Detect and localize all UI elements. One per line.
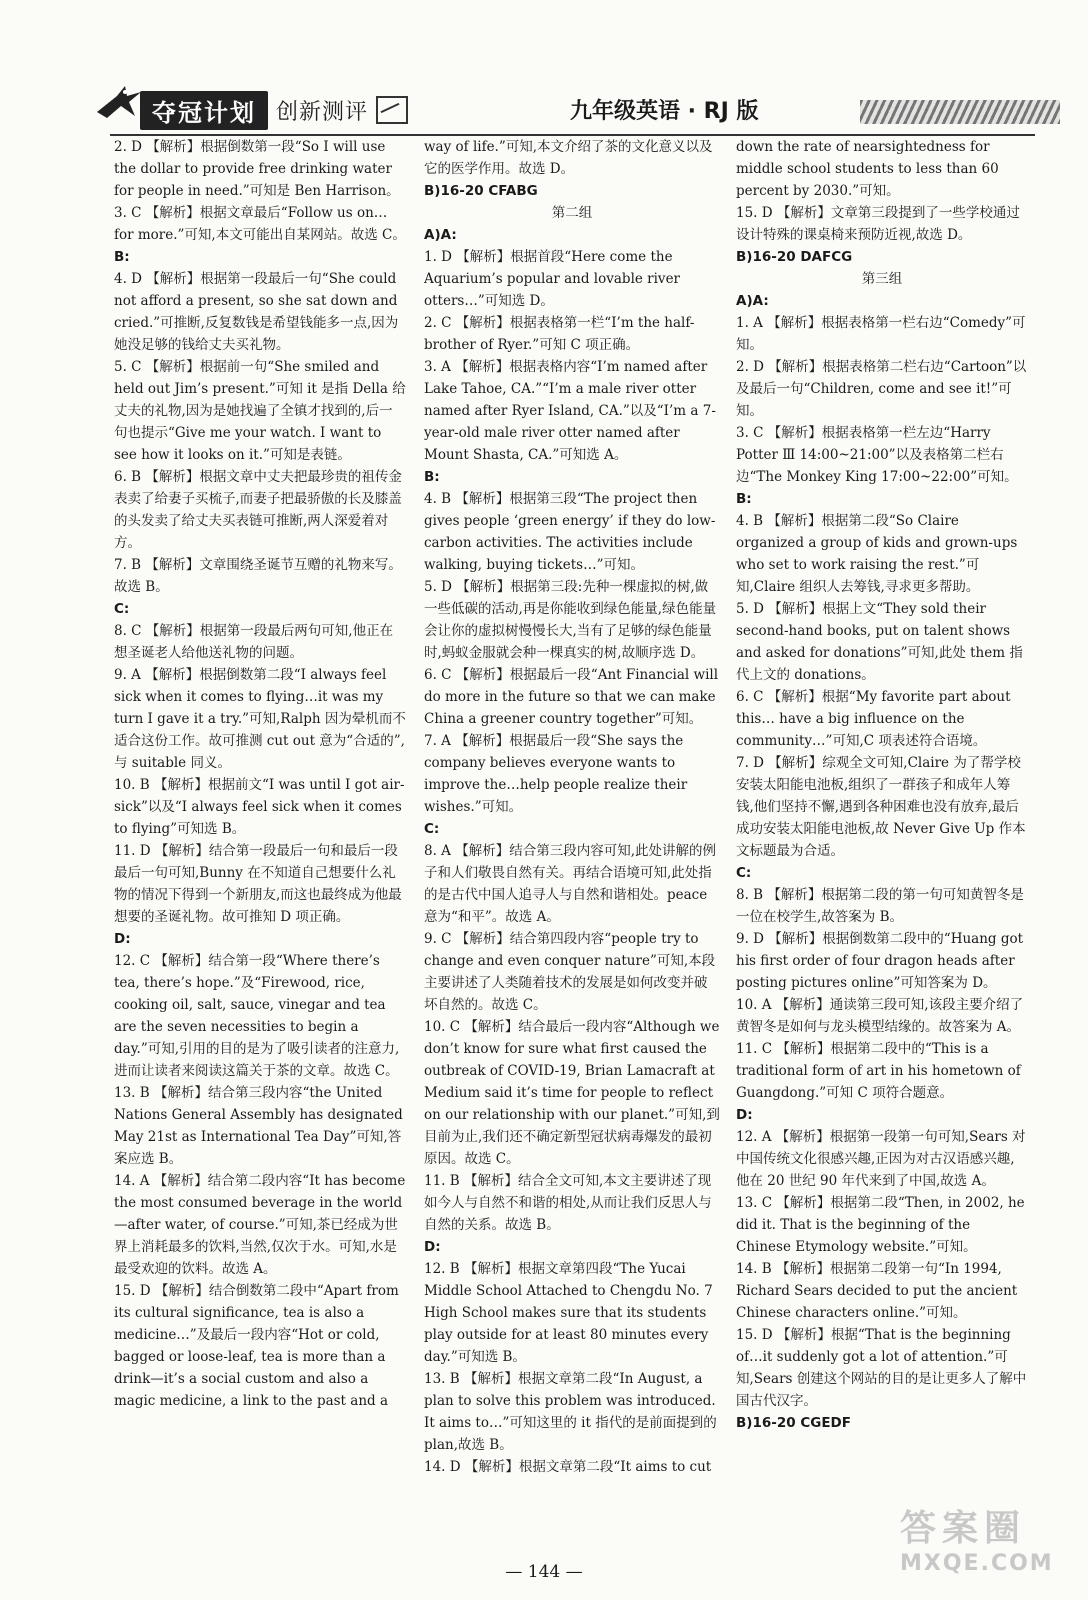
- answer-entry: 12. A 【解析】根据第一段第一句可知,Sears 对中国传统文化很感兴趣,正因为对古汉语感兴趣,他在 20 世纪 90 年代来到了中国,故选 A。: [736, 1129, 1026, 1189]
- answer-entry: 14. B 【解析】根据第二段第一句“In 1994, Richard Sears decided to put the ancient Chinese characters online.”可知。: [736, 1261, 1018, 1321]
- answer-entry: 11. C 【解析】根据第二段中的“This is a traditional form of art in his hometown of Guangdong.”可知 C 项符合题意。: [736, 1041, 1021, 1101]
- answer-entry: 14. A 【解析】结合第二段内容“It has become the most consumed beverage in the world—after water, of course.”可知,茶已经成为世界上消耗最多的饮料,当然,仅次于水。可知,水是最受欢迎的饮料。故选 A。: [114, 1173, 406, 1277]
- answer-entry: 8. A 【解析】结合第三段内容可知,此处讲解的例子和人们敬畏自然有关。再结合语境可知,此处指的是古代中国人追寻人与自然和谐相处。peace 意为“和平”。故选 A。: [424, 843, 717, 925]
- watermark-line1: 答案圈: [900, 1508, 1027, 1549]
- answer-entry: 6. B 【解析】根据文章中丈夫把最珍贵的祖传金表卖了给妻子买梳子,而妻子把最骄傲的长及膝盖的头发卖了给丈夫买表链可推断,两人深爱着对方。: [114, 469, 402, 551]
- answer-entry: 12. B 【解析】根据文章第四段“The Yucai Middle School Attached to Chengdu No. 7 High School makes sure that its students play outside for at least 80 minutes every day.”可知选 B。: [424, 1261, 713, 1365]
- answer-entry: 6. C 【解析】根据“My favorite part about this… have a big influence on the community…”可知,C 项表述符合语境。: [736, 689, 1011, 749]
- section-label: A)A:: [424, 227, 457, 243]
- section-label: B)16-20 DAFCG: [736, 249, 853, 265]
- answer-entry: 4. D 【解析】根据第一段最后一句“She could not afford a present, so she sat down and cried.”可推断,反复数钱是希望钱能多一点,因为她没足够的钱给丈夫买礼物。: [114, 271, 399, 353]
- answer-entry: 12. C 【解析】结合第一段“Where there’s tea, there’s hope.”及“Firewood, rice, cooking oil, salt, sauce, vinegar and tea are the seven necessities to begin a day.”可知,引用的目的是为了吸引读者的注意力,进而让读者来阅读这篇关于茶的文章。故选 C。: [114, 953, 400, 1079]
- answer-entry: 5. D 【解析】根据第三段:先种一棵虚拟的树,做一些低碳的活动,再是你能收到绿色能量,绿色能量会让你的虚拟树慢慢长大,当有了足够的绿色能量时,蚂蚁金服就会种一棵真实的树,故顺序选 D。: [424, 579, 717, 661]
- section-label: B:: [114, 249, 130, 265]
- answer-entry: 11. B 【解析】结合全文可知,本文主要讲述了现如今人与自然不和谐的相处,从而让我们反思人与自然的关系。故选 B。: [424, 1173, 712, 1233]
- section-label: C:: [424, 821, 440, 837]
- answer-entry: 8. C 【解析】根据第一段最后两句可知,他正在想圣诞老人给他送礼物的问题。: [114, 623, 394, 661]
- answer-entry: 15. D 【解析】文章第三段提到了一些学校通过设计特殊的课桌椅来预防近视,故选 D。: [736, 205, 1020, 243]
- brand-subtitle: 创新测评: [276, 99, 369, 125]
- group-heading: 第三组: [861, 271, 903, 287]
- answer-entry: 5. C 【解析】根据前一句“She smiled and held out Jim’s present.”可知 it 是指 Della 给丈夫的礼物,因为是她找遍了全镇才找到的,后一句也提示“Give me your watch. I want to see how it looks on it.”可知是表链。: [114, 359, 406, 463]
- answer-entry: 3. C 【解析】根据文章最后“Follow us on… for more.”可知,本文可能出自某网站。故选 C。: [114, 205, 406, 243]
- brand-mark-icon: [376, 96, 408, 124]
- answer-entry: 14. D 【解析】根据文章第二段“It aims to cut: [424, 1459, 712, 1475]
- answer-entry: 15. D 【解析】根据“That is the beginning of…it suddenly got a lot of attention.”可知,Sears 创建这个网站的目的是让更多人了解中国古代汉字。: [736, 1327, 1027, 1409]
- answer-entry: 2. D 【解析】根据表格第二栏右边“Cartoon”以及最后一句“Children, come and see it!”可知。: [736, 359, 1027, 419]
- answer-entry: down the rate of nearsightedness for middle school students to less than 60 percent by 2030.”可知。: [736, 139, 999, 199]
- book-title: 九年级英语 · RJ 版: [570, 99, 759, 124]
- answer-entry: 2. D 【解析】根据倒数第一段“So I will use the dollar to provide free drinking water for people in need.”可知是 Ben Harrison。: [114, 139, 400, 199]
- answer-entry: 13. B 【解析】根据文章第二段“In August, a plan to solve this problem was introduced. It aims to…”可知这里的 it 指代的是前面提到的 plan,故选 B。: [424, 1371, 717, 1453]
- answer-entry: 6. C 【解析】根据最后一段“Ant Financial will do more in the future so that we can make China a greener country together”可知。: [424, 667, 719, 727]
- header-decoration: [860, 100, 1060, 124]
- answer-entry: 13. C 【解析】根据第二段“Then, in 2002, he did it. That is the beginning of the Chinese Etymology website.”可知。: [736, 1195, 1025, 1255]
- answer-entry: 9. C 【解析】结合第四段内容“people try to change and even conquer nature”可知,本段主要讲述了人类随着技术的发展是如何改变并破坏自然的。故选 C。: [424, 931, 716, 1013]
- section-label: B)16-20 CFABG: [424, 183, 538, 199]
- section-label: B:: [424, 469, 440, 485]
- bird-logo-icon: [95, 82, 143, 122]
- answer-entry: 9. D 【解析】根据倒数第二段中的“Huang got his first order of four dragon heads after posting pictures online”可知答案为 D。: [736, 931, 1024, 991]
- answer-column-middle: [424, 136, 720, 1478]
- answer-entry: 10. A 【解析】通读第三段可知,该段主要介绍了黄智冬是如何与龙头模型结缘的。故答案为 A。: [736, 997, 1024, 1035]
- answer-entry: 9. A 【解析】根据倒数第二段“I always feel sick when it comes to flying…it was my turn I gave it a try.”可知,Ralph 因为晕机而不适合这份工作。故可推测 cut out 意为“合适的”,与 suitable 同义。: [114, 667, 406, 771]
- answer-entry: 3. C 【解析】根据表格第一栏左边“Harry Potter Ⅲ 14:00~21:00”以及表格第二栏右边“The Monkey King 17:00~22:00”可知。: [736, 425, 1018, 485]
- watermark-line2: MXQE.COM: [900, 1551, 1054, 1576]
- section-label: B:: [736, 491, 752, 507]
- answer-entry: 1. A 【解析】根据表格第一栏右边“Comedy”可知。: [736, 315, 1026, 353]
- answer-entry: 7. A 【解析】根据最后一段“She says the company believes everyone wants to improve the…help people realize their wishes.”可知。: [424, 733, 688, 815]
- answer-entry: 4. B 【解析】根据第三段“The project then gives people ‘green energy’ if they do low-carbon activities. The activities include walking, buying tickets…”可知。: [424, 491, 716, 573]
- section-label: C:: [736, 865, 752, 881]
- brand-main-title: 夺冠计划: [140, 91, 268, 130]
- answer-column-left: [114, 136, 406, 1412]
- answer-entry: 8. B 【解析】根据第二段的第一句可知黄智冬是一位在校学生,故答案为 B。: [736, 887, 1024, 925]
- answer-entry: 7. D 【解析】综观全文可知,Claire 为了帮学校安装太阳能电池板,组织了一群孩子和成年人筹钱,他们坚持不懈,遇到各种困难也没有放弃,最后成功安装太阳能电池板,故 Never Give Up 作本文标题最为合适。: [736, 755, 1026, 859]
- section-label: C:: [114, 601, 130, 617]
- brand: [140, 92, 408, 128]
- section-label: D:: [114, 931, 131, 947]
- group-heading: 第二组: [551, 205, 593, 221]
- page-header: [100, 92, 1060, 138]
- answer-entry: 15. D 【解析】结合倒数第二段中“Apart from its cultural significance, tea is also a medicine…”及最后一段内容“Hot or cold, bagged or loose-leaf, tea is more than a drink—it’s a social custom and also a magic medicine, a link to the past and a: [114, 1283, 399, 1409]
- section-label: A)A:: [736, 293, 769, 309]
- section-label: D:: [424, 1239, 441, 1255]
- answer-entry: 3. A 【解析】根据表格内容“I’m named after Lake Tahoe, CA.”“I’m a male river otter named after Ryer Island, CA.”以及“I’m a 7-year-old male river otter named after Mount Shasta, CA.”可知选 A。: [424, 359, 716, 463]
- answer-entry: 11. D 【解析】结合第一段最后一句和最后一段最后一句可知,Bunny 在不知道自己想要什么礼物的情况下得到一个新朋友,而这也最终成为他最想要的圣诞礼物。故可推知 D 项正确。: [114, 843, 402, 925]
- answer-entry: 2. C 【解析】根据表格第一栏“I’m the half-brother of Ryer.”可知 C 项正确。: [424, 315, 695, 353]
- answer-entry: 1. D 【解析】根据首段“Here come the Aquarium’s popular and lovable river otters…”可知选 D。: [424, 249, 681, 309]
- answer-entry: 7. B 【解析】文章围绕圣诞节互赠的礼物来写。故选 B。: [114, 557, 402, 595]
- section-label: D:: [736, 1107, 753, 1123]
- answer-entry: 10. B 【解析】根据前文“I was until I got air-sick”以及“I always feel sick when it comes to flying”可知选 B。: [114, 777, 405, 837]
- section-label: B)16-20 CGEDF: [736, 1415, 851, 1431]
- answer-entry: 10. C 【解析】结合最后一段内容“Although we don’t know for sure what first caused the outbreak of COVID-19, Brian Lamacraft at Medium said it’s time for people to reflect on our relationship with our planet.”可知,到目前为止,我们还不确定新型冠状病毒爆发的最初原因。故选 C。: [424, 1019, 720, 1167]
- answer-column-right: [736, 136, 1028, 1434]
- answer-entry: 5. D 【解析】根据上文“They sold their second-hand books, put on talent shows and asked for donations”可知,此处 them 指代上文的 donations。: [736, 601, 1023, 683]
- page-number: — 144 —: [505, 1562, 583, 1582]
- watermark: [900, 1500, 1070, 1590]
- answer-entry: 13. B 【解析】结合第三段内容“the United Nations General Assembly has designated May 21st as International Tea Day”可知,答案应选 B。: [114, 1085, 403, 1167]
- answer-entry: 4. B 【解析】根据第二段“So Claire organized a group of kids and grown-ups who set to work raising the rest.”可知,Claire 组织人去筹钱,寻求更多帮助。: [736, 513, 1018, 595]
- answer-entry: way of life.”可知,本文介绍了茶的文化意义以及它的医学作用。故选 D。: [424, 139, 713, 177]
